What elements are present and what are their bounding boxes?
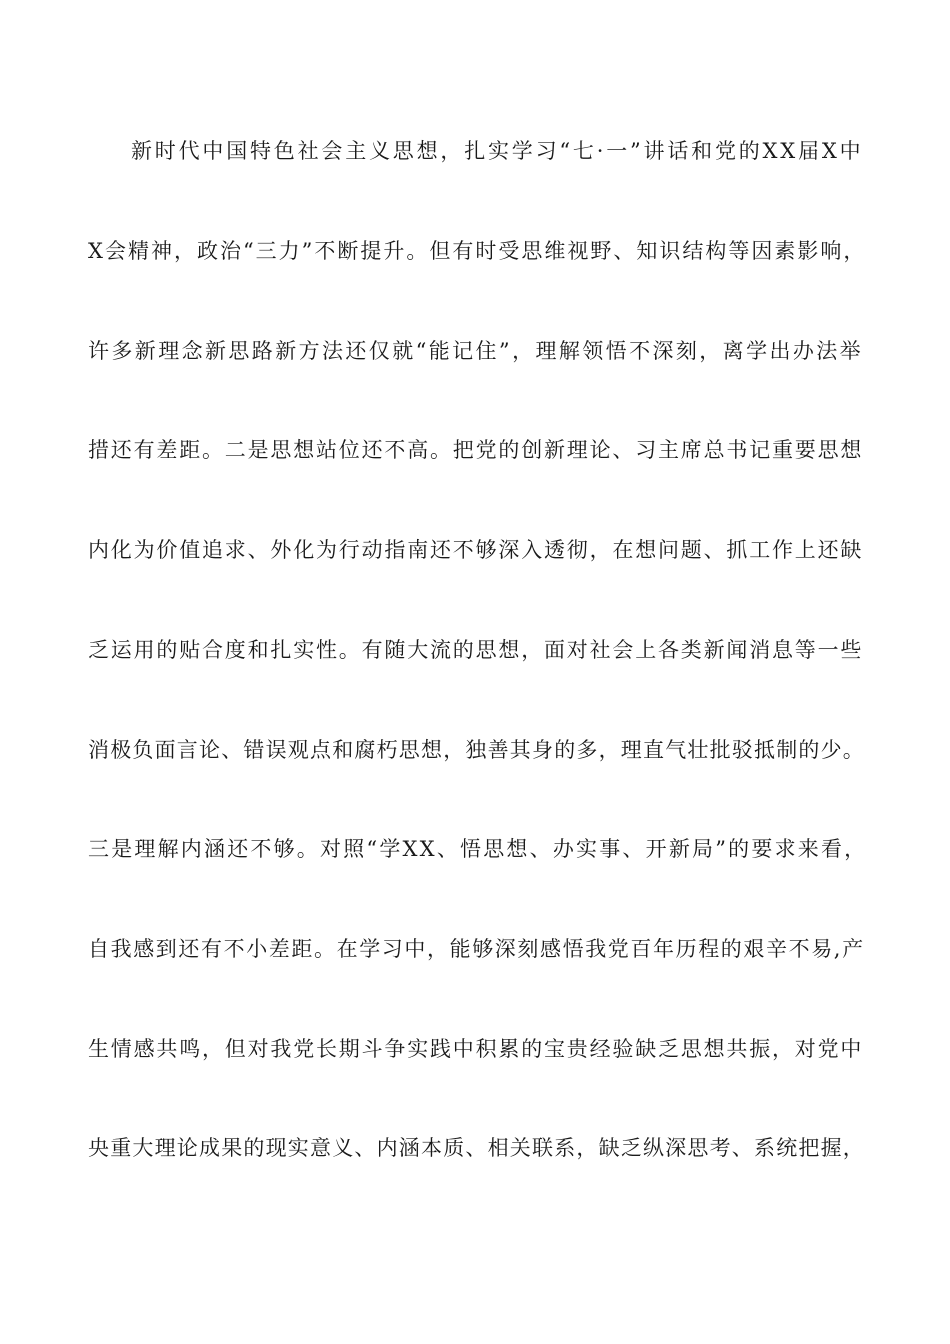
paragraph-line-3: 许多新理念新思路新方法还仅就“能记住”，理解领悟不深刻，离学出办法举	[88, 339, 864, 363]
paragraph-line-5: 内化为价值追求、外化为行动指南还不够深入透彻，在想问题、抓工作上还缺	[88, 538, 864, 562]
paragraph-line-11: 央重大理论成果的现实意义、内涵本质、相关联系，缺乏纵深思考、系统把握，	[88, 1136, 865, 1160]
paragraph-line-7: 消极负面言论、错误观点和腐朽思想，独善其身的多，理直气壮批驳抵制的少。	[88, 738, 865, 762]
paragraph-line-6: 乏运用的贴合度和扎实性。有随大流的思想，面对社会上各类新闻消息等一些	[88, 638, 864, 662]
paragraph-line-8: 三是理解内涵还不够。对照“学XX、悟思想、办实事、开新局”的要求来看，	[88, 837, 868, 861]
paragraph-line-2: X会精神，政治“三力”不断提升。但有时受思维视野、知识结构等因素影响，	[88, 239, 867, 263]
paragraph-line-9: 自我感到还有不小差距。在学习中，能够深刻感悟我党百年历程的艰辛不易,产	[88, 937, 865, 961]
paragraph-line-1: 新时代中国特色社会主义思想，扎实学习“七·一”讲话和党的XX届X中	[131, 139, 864, 163]
paragraph-line-10: 生情感共鸣，但对我党长期斗争实践中积累的宝贵经验缺乏思想共振，对党中	[88, 1037, 864, 1061]
paragraph-line-4: 措还有差距。二是思想站位还不高。把党的创新理论、习主席总书记重要思想	[88, 438, 864, 462]
